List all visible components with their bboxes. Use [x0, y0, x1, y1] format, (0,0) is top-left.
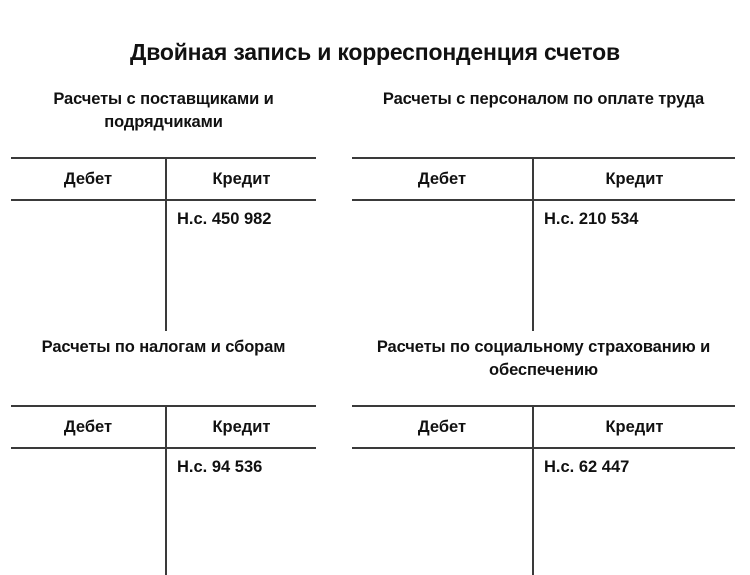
- table-top-rule: [352, 405, 735, 407]
- credit-balance-value: Н.с. 450 982: [177, 210, 272, 228]
- table-header-rule: [352, 447, 735, 449]
- credit-balance-value: Н.с. 94 536: [177, 458, 263, 476]
- column-header-credit: Кредит: [212, 418, 271, 436]
- credit-balance-value: Н.с. 62 447: [544, 458, 630, 476]
- t-account-caption: Расчеты по социальному страхованию и обеспечению: [376, 338, 711, 379]
- column-header-debit: Дебет: [63, 170, 113, 188]
- table-top-rule: [352, 157, 735, 159]
- table-top-rule: [11, 157, 316, 159]
- column-header-debit: Дебет: [63, 418, 113, 436]
- page-title: Двойная запись и корреспонденция счетов: [130, 39, 620, 65]
- column-header-credit: Кредит: [212, 170, 271, 188]
- credit-balance-value: Н.с. 210 534: [544, 210, 639, 228]
- table-header-rule: [352, 199, 735, 201]
- column-header-credit: Кредит: [605, 418, 664, 436]
- column-header-debit: Дебет: [417, 418, 467, 436]
- t-account-caption: Расчеты с персоналом по оплате труда: [382, 90, 705, 108]
- column-header-debit: Дебет: [417, 170, 467, 188]
- column-header-credit: Кредит: [605, 170, 664, 188]
- t-account-caption: Расчеты по налогам и сборам: [41, 338, 286, 356]
- table-header-rule: [11, 447, 316, 449]
- table-top-rule: [11, 405, 316, 407]
- t-account-caption: Расчеты с поставщиками и подрядчиками: [53, 90, 274, 131]
- table-header-rule: [11, 199, 316, 201]
